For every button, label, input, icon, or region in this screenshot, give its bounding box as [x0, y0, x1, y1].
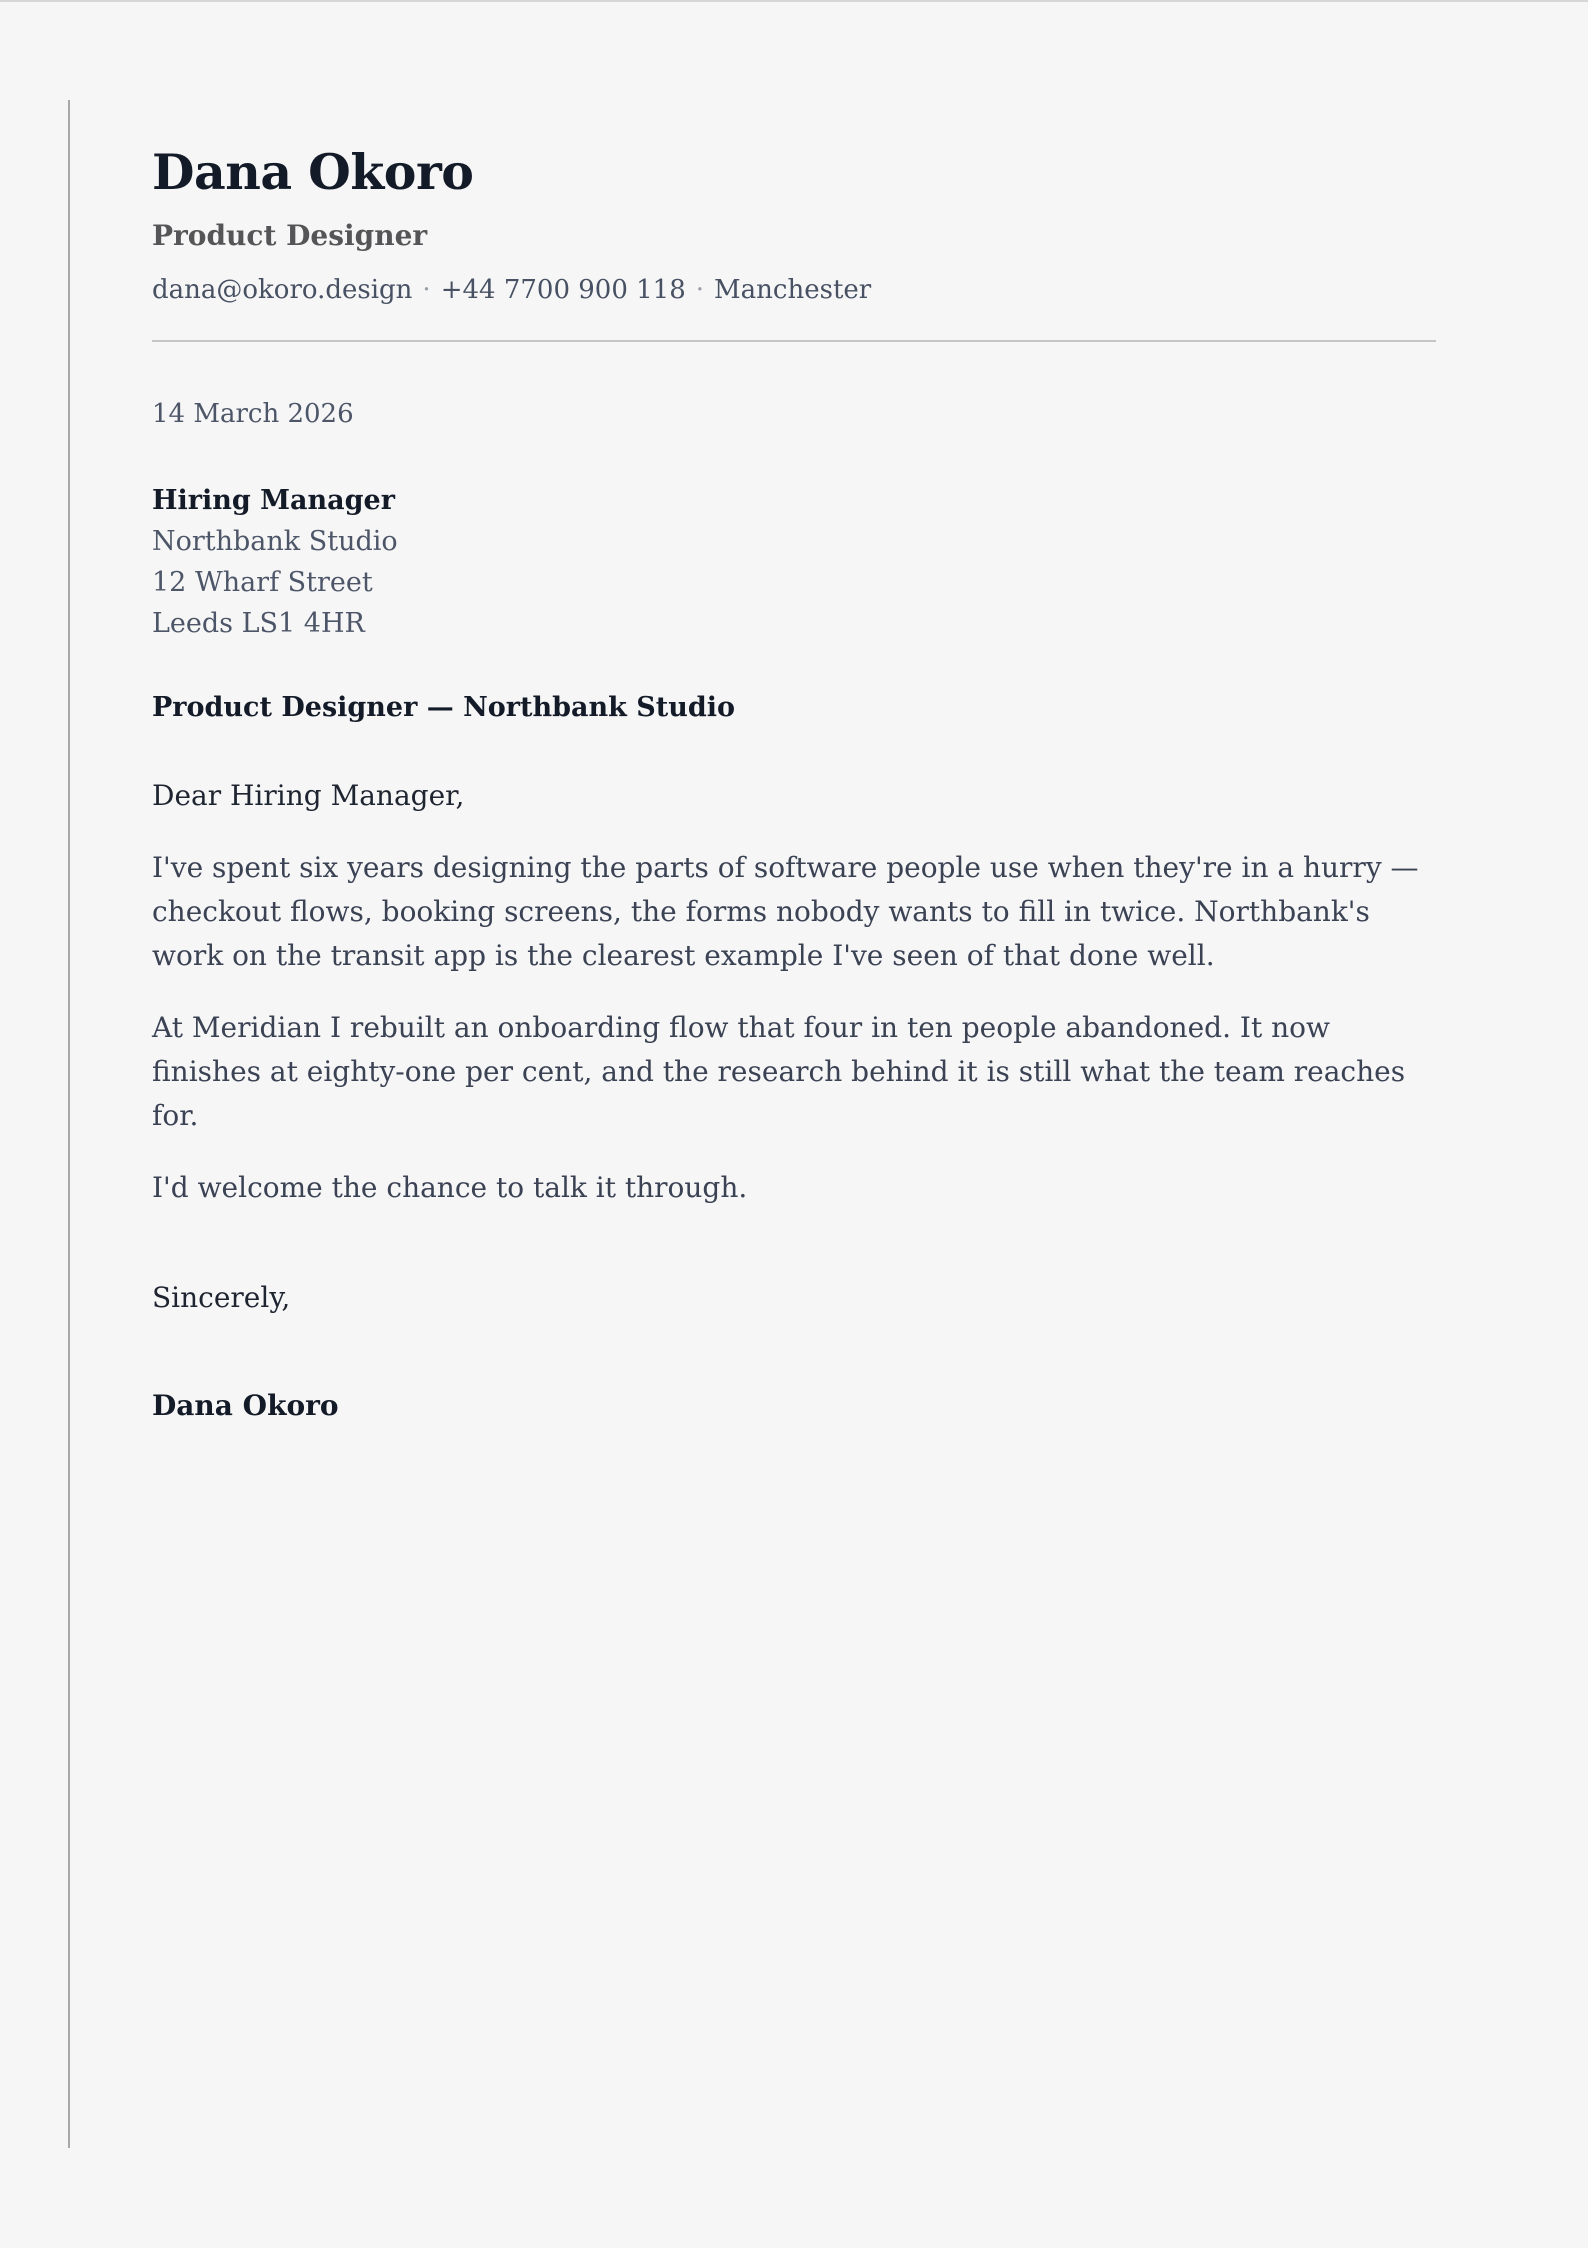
header-divider — [152, 340, 1436, 342]
letter-date: 14 March 2026 — [152, 399, 354, 429]
margin-rule — [68, 100, 70, 2148]
letter-subject: Product Designer — Northbank Studio — [152, 692, 735, 723]
body-paragraph: At Meridian I rebuilt an onboarding flow that four in ten people abandoned. It now finishes at eighty-one per cent, and the research behind it is still what the team reaches for. — [152, 1011, 1406, 1132]
sender-contact — [152, 270, 1436, 310]
recipient-street: 12 Wharf Street — [152, 567, 373, 598]
contact-email: dana@okoro.design — [152, 275, 413, 305]
signature: Dana Okoro — [152, 1389, 339, 1422]
contact-phone: +44 7700 900 118 — [440, 275, 686, 305]
contact-separator: · — [422, 275, 431, 305]
sender-role: Product Designer — [152, 219, 428, 252]
recipient-city: Leeds LS1 4HR — [152, 608, 365, 639]
recipient-company: Northbank Studio — [152, 526, 398, 557]
salutation: Dear Hiring Manager, — [152, 779, 465, 812]
cover-letter — [152, 140, 1436, 1426]
body-paragraph: I've spent six years designing the parts of software people use when they're in a hurry — checkout flows, booking screens, the forms nobody wants to fill in twice. Northbank's work on the transit app is the clearest example I've seen of that done well. — [152, 851, 1419, 972]
closing: Sincerely, — [152, 1281, 291, 1314]
contact-separator: · — [695, 275, 705, 305]
page-top-edge — [0, 0, 1588, 2]
body-paragraph: I'd welcome the chance to talk it through. — [152, 1171, 748, 1204]
contact-city: Manchester — [714, 275, 872, 305]
recipient-address — [152, 480, 1436, 644]
sender-name: Dana Okoro — [152, 143, 474, 201]
recipient-title: Hiring Manager — [152, 485, 395, 516]
